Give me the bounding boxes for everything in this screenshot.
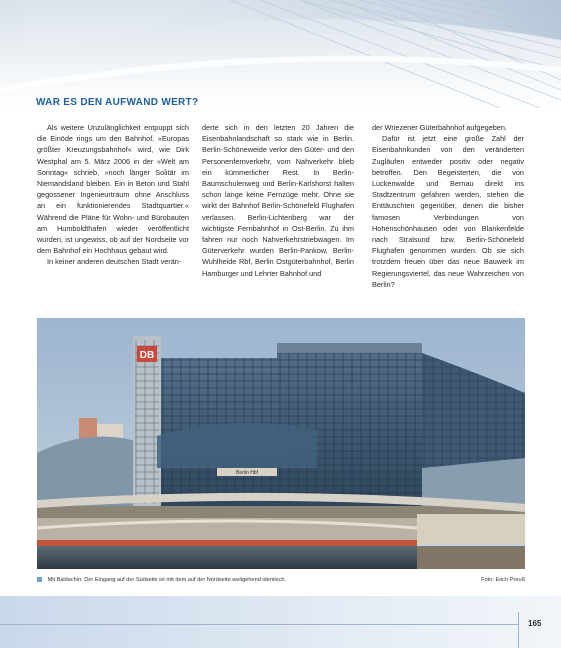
paragraph: In keiner anderen deutschen Stadt verän-	[47, 257, 182, 267]
header-decoration	[0, 0, 561, 108]
db-logo: DB	[139, 350, 155, 361]
paragraph: Als weitere Unzulänglichkeit entpuppt sich die Einöde rings um den Bahnhof. »Europas größter Kreuzungsbahnhof« wird, wie Dirk Westphal am 5. März 2006 in der »Welt am Sonntag« schrieb, »noch länger Solitär im Niemandsland bleiben. Ein in Beton und Stahl gegossener Ingenieurtraum ohne Anschluss an ein funktionierendes Stadtquartier.« Während die Pläne für Wohn- und Bürobauten am Humboldthafen wieder veröffentlicht wurden, ist ungewiss, ob auf der Nordseite vor dem Bahnhof ein Hochhaus gebaut wird.	[37, 123, 189, 256]
paragraph: derte sich in den letzten 20 Jahren die Eisenbahnlandschaft so stark wie in Berlin. Berlin-Schöneweide verlor den Güter- und den Personenfernverkehr, vom Nahverkehr blieb ein kümmerlicher Rest. In Berlin-Baumschulenweg und Berlin-Karlshorst halten schon lange keine Fernzüge mehr. Ohne sie wirkt der Bahnhof Berlin-Schönefeld Flughafen verlassen. Berlin-Lichtenberg war der wichtigste Fernbahnhof in Ost-Berlin. Zu ihm fahren nur noch Nahverkehrstriebwagen. Im Güterverkehr wurden Berlin-Pankow, Berlin-Wuhlheide Rbf, Berlin Ostgüterbahnhof, Berlin Hamburger und Lehrter Bahnhof und	[202, 123, 354, 278]
header-glass-roof-graphic	[0, 0, 561, 108]
caption-text: Mit Baldachin: Der Eingang auf der Südseite ist mit dem auf der Nordseite weitgehend identisch.	[47, 577, 287, 583]
page-number: 165	[528, 619, 542, 628]
footer-decoration	[0, 596, 561, 648]
section-headline: WAR ES DEN AUFWAND WERT?	[36, 97, 199, 108]
footer-rule	[0, 624, 518, 625]
text-column-1	[37, 122, 189, 268]
text-column-3	[372, 122, 524, 290]
page-number-divider	[518, 612, 519, 648]
paragraph: der Wriezener Güterbahnhof aufgegeben.	[372, 123, 507, 132]
station-sign: Berlin Hbf	[236, 470, 258, 476]
berlin-hauptbahnhof-photo	[37, 318, 525, 569]
photo-credit: Foto: Erich Preuß	[481, 577, 525, 583]
paragraph: Dafür ist jetzt eine große Zahl der Eisenbahnkunden von den veränderten Zugläufen entweder positiv oder negativ betroffen. Den Begeisterten, die von Luckenwalde und Bernau direkt ins Stadtzentrum gefahren werden, stehen die Enttäuschten gegenüber, denen die bisher famosen Verbindungen von Hohenschönhausen oder von Blankenfelde nach Stralsund bzw. Berlin-Schönefeld Flughafen genommen wurden. Ob sie sich trotzdem freuen über das neue Bauwerk im Regierungsviertel, das neue Wahrzeichen von Berlin?	[372, 134, 524, 289]
photo-caption	[37, 574, 525, 586]
station-photo	[37, 318, 525, 569]
caption-marker-icon	[37, 577, 42, 582]
text-column-2	[202, 122, 354, 279]
